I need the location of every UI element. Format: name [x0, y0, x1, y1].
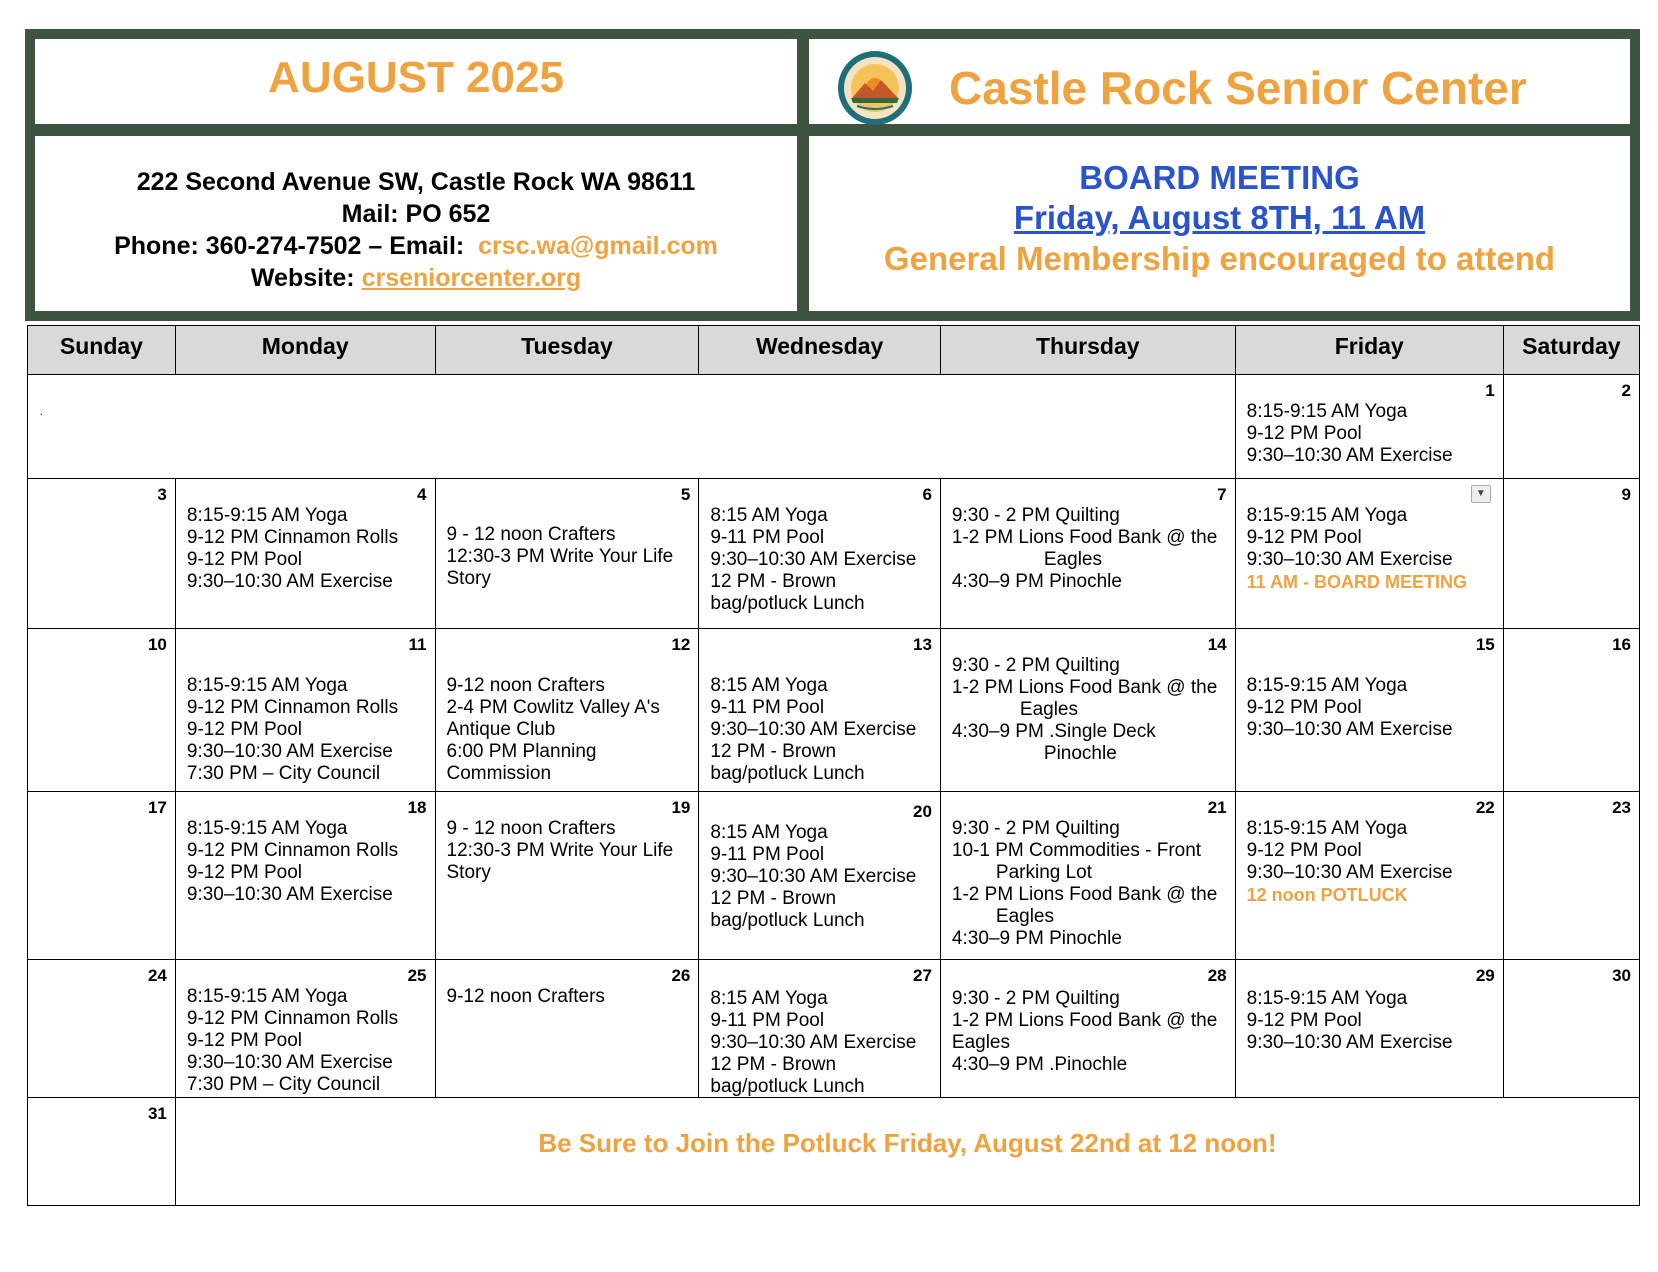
event: 7:30 PM – City Council: [186, 1074, 381, 1095]
event: 9:30 - 2 PM Quilting: [951, 818, 1120, 839]
week-row: [28, 1098, 1640, 1206]
weekday-header-row: [28, 326, 1640, 375]
event: 1-2 PM Lions Food Bank @ the: [951, 884, 1218, 905]
event: bag/potluck Lunch: [710, 1076, 865, 1097]
event: 9:30–10:30 AM Exercise: [1246, 549, 1453, 570]
day-cell-27: [699, 960, 941, 1098]
month-box: [35, 39, 797, 124]
event: 9-12 PM Pool: [186, 549, 303, 570]
event: 9:30 - 2 PM Quilting: [951, 655, 1120, 676]
event-list: [447, 675, 695, 785]
event-list: [187, 675, 431, 785]
event-list: [710, 675, 936, 785]
event: 8:15-9:15 AM Yoga: [186, 505, 348, 526]
footer-message-cell: [175, 1098, 1639, 1206]
potluck-event: 12 noon POTLUCK: [1246, 885, 1408, 905]
event: 8:15 AM Yoga: [710, 988, 828, 1009]
day-cell-29: [1235, 960, 1503, 1098]
day-cell-14: [940, 629, 1235, 792]
event-list: [1247, 505, 1499, 593]
day-number: 24: [147, 966, 167, 985]
event-list: [1247, 818, 1499, 906]
event: bag/potluck Lunch: [710, 910, 865, 931]
event: 9-12 PM Pool: [1246, 423, 1362, 444]
event: 9:30–10:30 AM Exercise: [186, 741, 393, 762]
day-number: 25: [407, 966, 427, 985]
event: 9-11 PM Pool: [710, 844, 825, 865]
event-list: [710, 505, 936, 615]
event: 9:30–10:30 AM Exercise: [186, 1052, 393, 1073]
event: 10-1 PM Commodities - Front: [951, 840, 1202, 861]
event: 8:15 AM Yoga: [710, 505, 828, 526]
empty-days-cell: [28, 375, 1236, 479]
event: 4:30–9 PM .Pinochle: [951, 1054, 1128, 1075]
event: 9 - 12 noon Crafters: [446, 818, 616, 839]
event: 8:15-9:15 AM Yoga: [1246, 401, 1408, 422]
day-cell-10: [28, 629, 176, 792]
day-number: 18: [407, 798, 427, 817]
weekday-wednesday: Wednesday: [699, 326, 941, 375]
day-cell-1: [1235, 375, 1503, 479]
event: Eagles: [1043, 549, 1103, 570]
event: 8:15-9:15 AM Yoga: [186, 986, 348, 1007]
day-cell-7: [940, 479, 1235, 629]
day-number: 19: [671, 798, 691, 817]
day-number: 14: [1207, 635, 1227, 654]
event: bag/potluck Lunch: [710, 593, 865, 614]
event: 9 - 12 noon Crafters: [446, 524, 616, 545]
month-title: AUGUST 2025: [268, 53, 564, 102]
event: 9:30 - 2 PM Quilting: [951, 988, 1120, 1009]
event: 9:30–10:30 AM Exercise: [1246, 445, 1453, 466]
day-cell-16: [1503, 629, 1639, 792]
website-label: Website:: [250, 264, 355, 292]
weekday-sunday: Sunday: [28, 326, 176, 375]
day-number: 31: [147, 1104, 167, 1123]
day-cell-20: [699, 792, 941, 960]
event: 9-11 PM Pool: [710, 697, 825, 718]
event: 8:15 AM Yoga: [710, 675, 828, 696]
event: 8:15-9:15 AM Yoga: [1246, 988, 1408, 1009]
day-cell-5: [435, 479, 699, 629]
event-list: [1247, 401, 1499, 467]
day-cell-26: [435, 960, 699, 1098]
day-cell-22: [1235, 792, 1503, 960]
event-list: [1247, 988, 1499, 1054]
day-number: 28: [1207, 966, 1227, 985]
potluck-reminder: Be Sure to Join the Potluck Friday, August 22nd at 12 noon!: [538, 1128, 1277, 1158]
day-cell-25: [175, 960, 435, 1098]
event: Commission: [446, 763, 552, 784]
event: 9-12 PM Cinnamon Rolls: [186, 840, 399, 861]
day-cell-2: [1503, 375, 1639, 479]
event: 9:30–10:30 AM Exercise: [186, 571, 393, 592]
calendar-header: [25, 29, 1640, 321]
day-number: 13: [912, 635, 932, 654]
day-number: 1: [1485, 381, 1495, 400]
calendar-grid: [27, 325, 1640, 1206]
day-number: 17: [147, 798, 167, 817]
event: 9:30–10:30 AM Exercise: [1246, 862, 1453, 883]
center-name-box: [809, 39, 1630, 124]
event: 9:30–10:30 AM Exercise: [710, 719, 917, 740]
event: 9-12 PM Pool: [1246, 840, 1362, 861]
street-address: 222 Second Avenue SW, Castle Rock WA 98611: [136, 168, 696, 196]
contact-line: [35, 230, 797, 262]
event: 8:15-9:15 AM Yoga: [1246, 675, 1408, 696]
event: 9-12 PM Cinnamon Rolls: [186, 697, 399, 718]
event: 9:30–10:30 AM Exercise: [710, 1032, 917, 1053]
event: 8:15-9:15 AM Yoga: [186, 818, 348, 839]
event: 12:30-3 PM Write Your Life: [446, 546, 674, 567]
day-number: 26: [671, 966, 691, 985]
day-cell-23: [1503, 792, 1639, 960]
event-list: [447, 818, 695, 884]
event: 9-12 PM Pool: [186, 1030, 303, 1051]
event: Eagles: [951, 1032, 1011, 1053]
day-cell-8: [1235, 479, 1503, 629]
event-list: [952, 505, 1231, 593]
day-cell-28: [940, 960, 1235, 1098]
chevron-down-icon[interactable]: ▼: [1471, 485, 1491, 503]
event: 8:15 AM Yoga: [710, 822, 828, 843]
stray-mark: .: [40, 407, 43, 418]
day-cell-3: [28, 479, 176, 629]
event: 9-12 noon Crafters: [446, 675, 605, 696]
weekday-thursday: Thursday: [940, 326, 1235, 375]
week-row: [28, 792, 1640, 960]
event: 9-12 PM Pool: [1246, 697, 1362, 718]
event: Antique Club: [446, 719, 556, 740]
center-name: Castle Rock Senior Center: [949, 62, 1527, 114]
event-list: [952, 655, 1231, 765]
event: bag/potluck Lunch: [710, 763, 865, 784]
castle-rock-logo: [837, 50, 913, 126]
day-cell-4: [175, 479, 435, 629]
event: 9-11 PM Pool: [710, 1010, 825, 1031]
event: 9-12 PM Cinnamon Rolls: [186, 1008, 399, 1029]
event: 9:30–10:30 AM Exercise: [186, 884, 393, 905]
week-row: [28, 479, 1640, 629]
event: 9:30 - 2 PM Quilting: [951, 505, 1120, 526]
event-list: [1247, 675, 1499, 741]
day-cell-9: [1503, 479, 1639, 629]
board-meeting-box: [809, 136, 1630, 311]
day-cell-24: [28, 960, 176, 1098]
event: 9-12 PM Pool: [1246, 527, 1362, 548]
day-number: 27: [912, 966, 932, 985]
event: 1-2 PM Lions Food Bank @ the: [951, 1010, 1218, 1031]
day-number: 23: [1612, 798, 1631, 817]
day-number: 3: [157, 485, 167, 504]
day-number: 5: [680, 485, 691, 504]
event: 9-12 PM Pool: [1246, 1010, 1362, 1031]
event-list: [447, 524, 695, 590]
event: 12 PM - Brown: [710, 1054, 837, 1075]
day-number: 9: [1621, 485, 1631, 504]
week-row: [28, 375, 1640, 479]
day-cell-19: [435, 792, 699, 960]
day-number: 16: [1612, 635, 1631, 654]
event: 9:30–10:30 AM Exercise: [1246, 719, 1453, 740]
event-list: [187, 986, 431, 1096]
day-cell-12: [435, 629, 699, 792]
day-number: 6: [922, 485, 932, 504]
board-meeting-date-link[interactable]: Friday, August 8TH, 11 AM: [1013, 199, 1426, 236]
website-line: [35, 262, 797, 294]
event: 9:30–10:30 AM Exercise: [710, 549, 917, 570]
day-number: 10: [147, 635, 167, 654]
event: Pinochle: [1043, 743, 1117, 764]
phone-label: Phone: 360-274-7502 – Email:: [114, 232, 465, 260]
event: 9-12 PM Cinnamon Rolls: [186, 527, 399, 548]
event: Eagles: [995, 906, 1055, 927]
board-meeting-note: General Membership encouraged to attend: [883, 240, 1556, 277]
event: 8:15-9:15 AM Yoga: [1246, 505, 1408, 526]
event: 4:30–9 PM Pinochle: [951, 928, 1122, 949]
event: 9-12 noon Crafters: [446, 986, 605, 1007]
event: 12 PM - Brown: [710, 741, 837, 762]
event: 9-11 PM Pool: [710, 527, 825, 548]
weekday-saturday: Saturday: [1503, 326, 1639, 375]
event: Eagles: [1019, 699, 1079, 720]
event: 1-2 PM Lions Food Bank @ the: [951, 527, 1218, 548]
board-meeting-title: BOARD MEETING: [1079, 159, 1360, 196]
week-row: [28, 960, 1640, 1098]
day-number: 2: [1621, 381, 1631, 400]
event-list: [187, 818, 431, 906]
day-number: 20: [912, 802, 932, 821]
day-cell-30: [1503, 960, 1639, 1098]
event: 7:30 PM – City Council: [186, 763, 381, 784]
day-cell-11: [175, 629, 435, 792]
week-row: [28, 629, 1640, 792]
event: 9-12 PM Pool: [186, 719, 303, 740]
day-number: 4: [417, 485, 427, 504]
event: 1-2 PM Lions Food Bank @ the: [951, 677, 1218, 698]
event-list: [187, 505, 431, 593]
day-number: 15: [1475, 635, 1495, 654]
mailing-address: Mail: PO 652: [341, 200, 491, 228]
day-cell-21: [940, 792, 1235, 960]
event: 9-12 PM Pool: [186, 862, 303, 883]
event-list: [710, 822, 936, 932]
event: 2-4 PM Cowlitz Valley A's: [446, 697, 660, 718]
event: Parking Lot: [995, 862, 1093, 883]
day-number: 29: [1475, 966, 1495, 985]
day-number: 30: [1612, 966, 1631, 985]
event: Story: [446, 568, 491, 589]
website-link[interactable]: crseniorcenter.org: [361, 264, 582, 292]
event: 9:30–10:30 AM Exercise: [1246, 1032, 1453, 1053]
weekday-tuesday: Tuesday: [435, 326, 699, 375]
day-number: 22: [1475, 798, 1495, 817]
board-meeting-event: 11 AM - BOARD MEETING: [1246, 572, 1467, 592]
address-box: [35, 136, 797, 311]
event-list: [710, 988, 936, 1098]
day-cell-31: [28, 1098, 176, 1206]
weekday-monday: Monday: [175, 326, 435, 375]
day-cell-17: [28, 792, 176, 960]
day-cell-18: [175, 792, 435, 960]
event-list: [447, 986, 695, 1008]
day-number: 21: [1207, 798, 1227, 817]
event: 9:30–10:30 AM Exercise: [710, 866, 917, 887]
day-number: 11: [408, 635, 427, 654]
day-cell-6: [699, 479, 941, 629]
email-link[interactable]: crsc.wa@gmail.com: [478, 232, 718, 260]
event: 4:30–9 PM Pinochle: [951, 571, 1122, 592]
weekday-friday: Friday: [1235, 326, 1503, 375]
event: 12 PM - Brown: [710, 571, 837, 592]
event-list: [952, 988, 1231, 1076]
day-cell-15: [1235, 629, 1503, 792]
event: Story: [446, 862, 491, 883]
event: 8:15-9:15 AM Yoga: [186, 675, 348, 696]
event: 12:30-3 PM Write Your Life: [446, 840, 674, 861]
event: 4:30–9 PM .Single Deck: [951, 721, 1156, 742]
day-number: 7: [1217, 485, 1227, 504]
day-number: 12: [671, 635, 691, 654]
event: 8:15-9:15 AM Yoga: [1246, 818, 1408, 839]
event: 12 PM - Brown: [710, 888, 837, 909]
event-list: [952, 818, 1231, 950]
event: 6:00 PM Planning: [446, 741, 597, 762]
day-cell-13: [699, 629, 941, 792]
